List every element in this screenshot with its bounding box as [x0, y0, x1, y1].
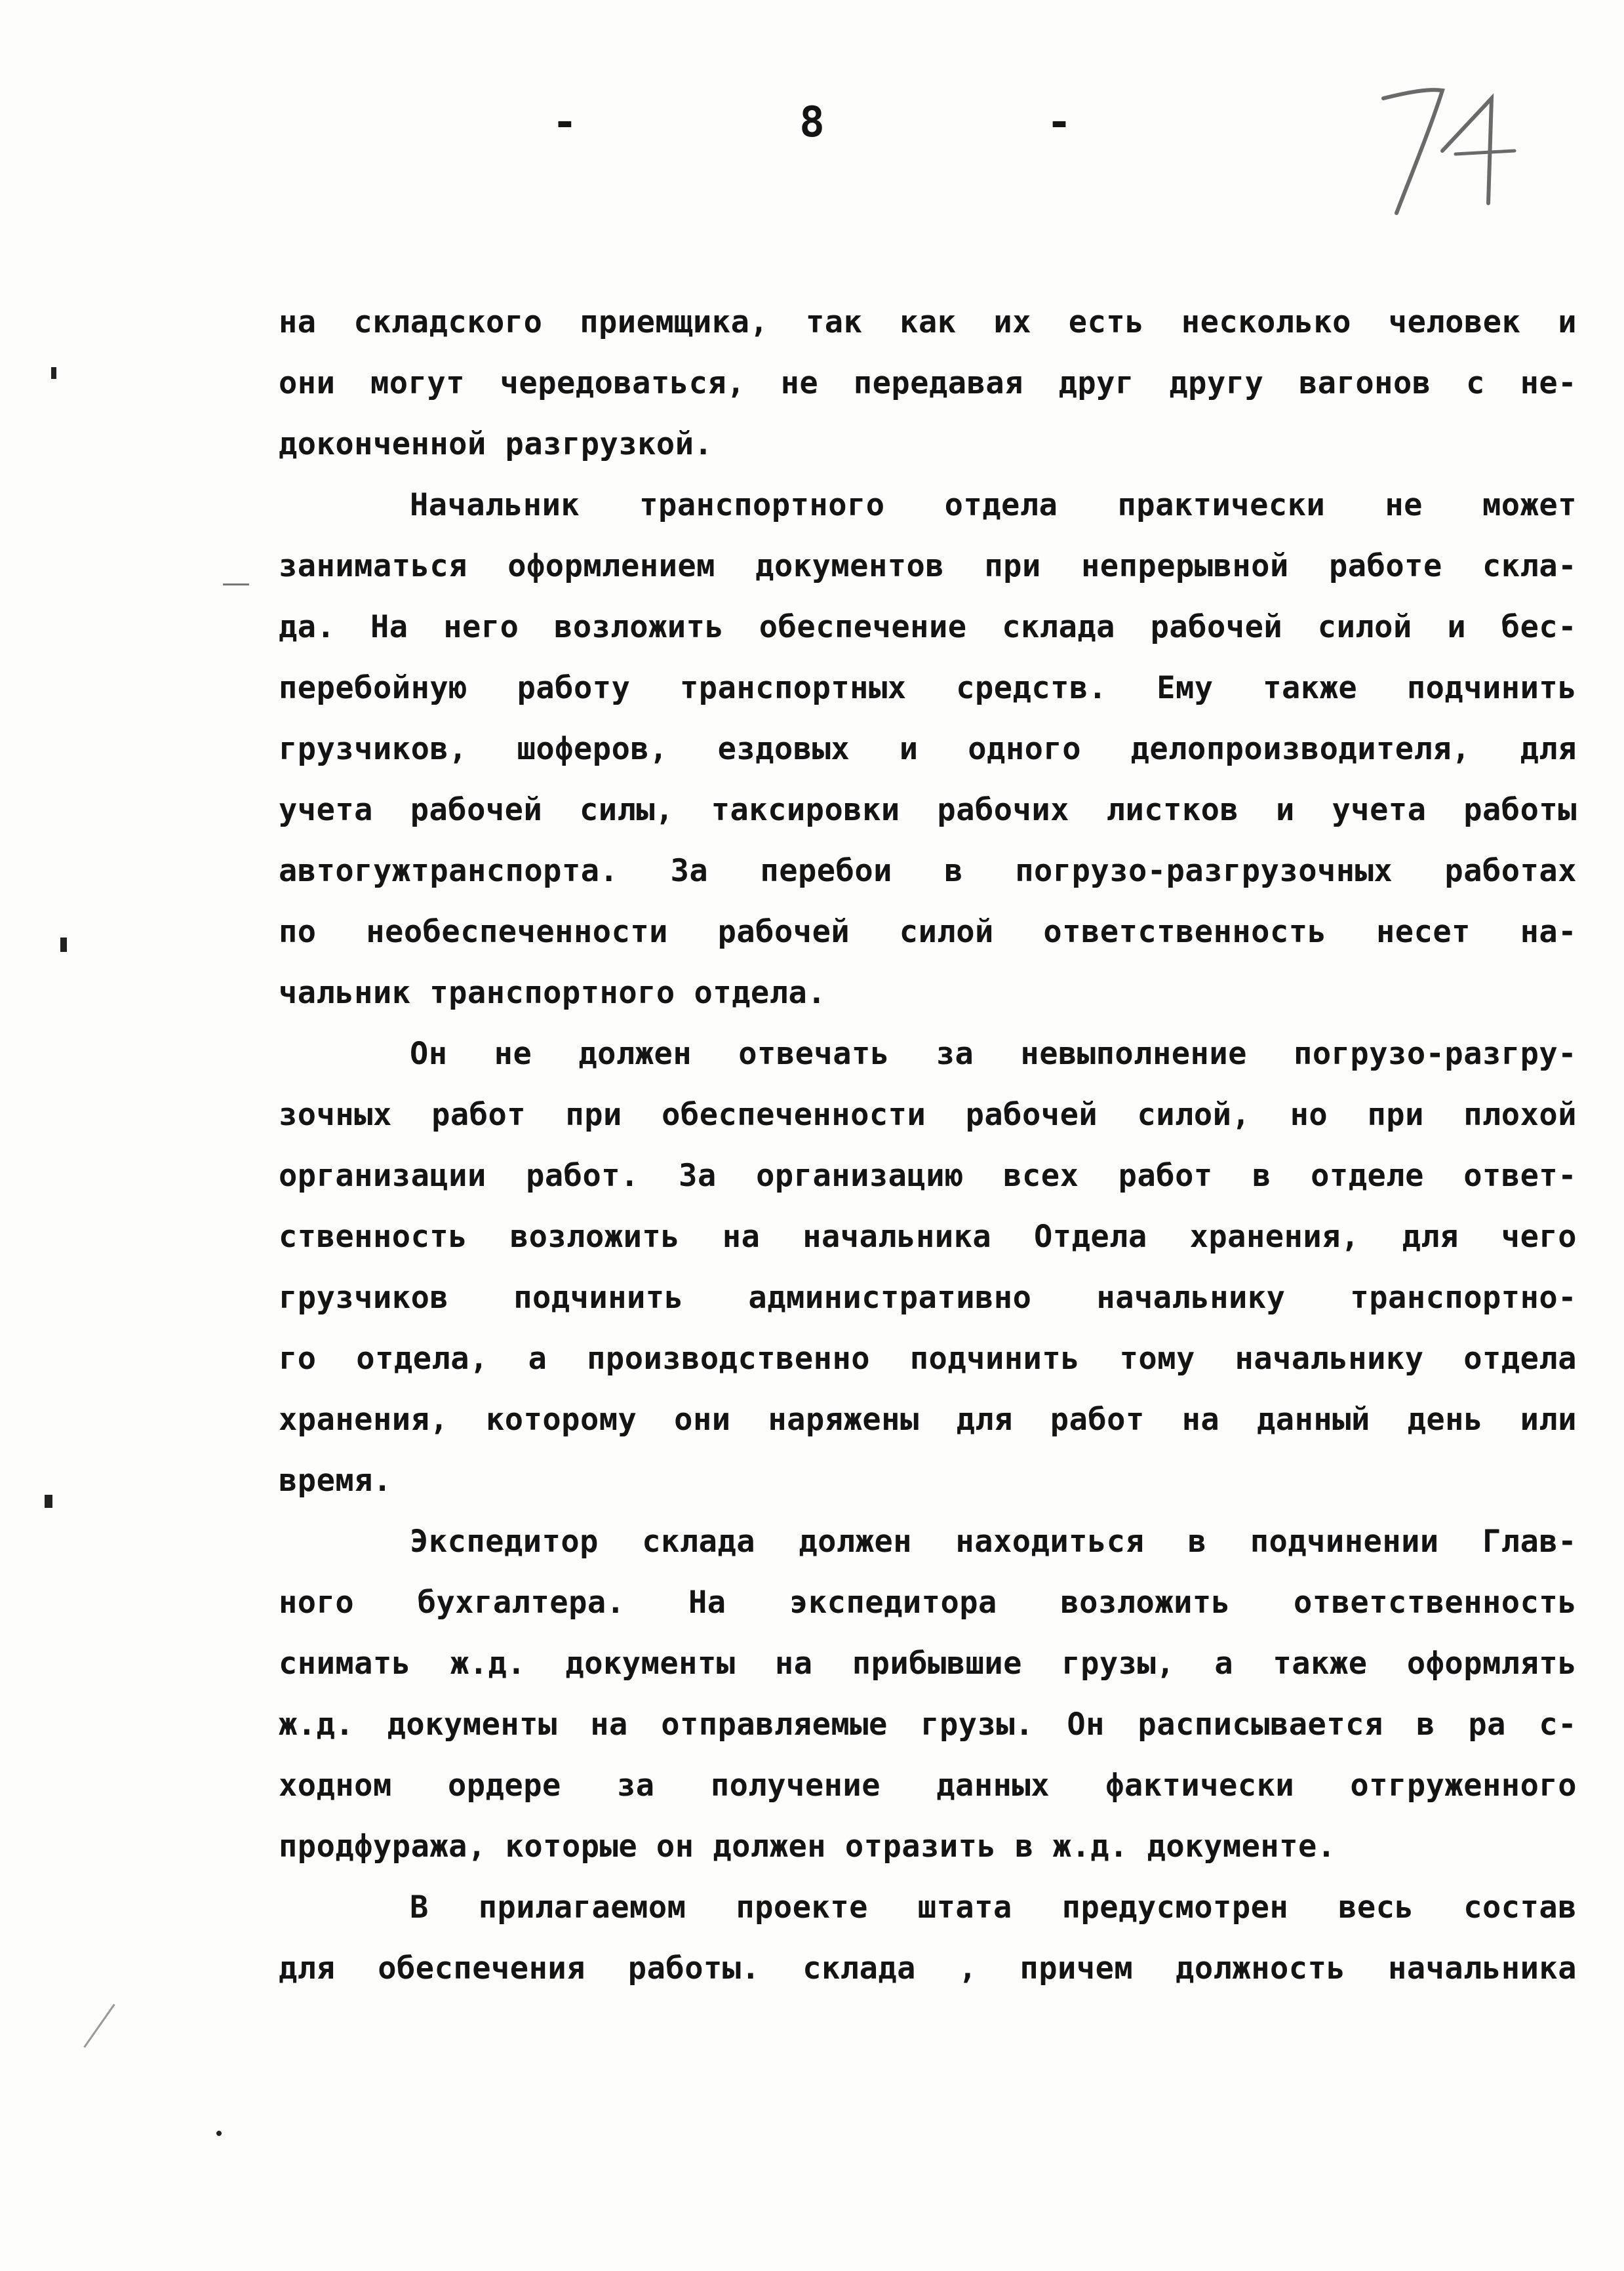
text-line: они могут чередоваться, не передавая друг другу вагонов с не-	[279, 365, 1577, 401]
text-line: грузчиков, шоферов, ездовых и одного делопроизводителя, для	[279, 731, 1577, 767]
margin-speck	[60, 938, 67, 952]
text-line: ного бухгалтера. На экспедитора возложить ответственность	[279, 1585, 1577, 1621]
text-line: учета рабочей силы, таксировки рабочих листков и учета работы	[279, 792, 1577, 828]
text-line: по необеспеченности рабочей силой ответственность несет на-	[279, 914, 1577, 950]
text-line: для обеспечения работы. склада , причем должность начальника	[279, 1950, 1577, 1986]
text-line: Он не должен отвечать за невыполнение погрузо-разгру-	[410, 1036, 1577, 1072]
text-line: снимать ж.д. документы на прибывшие грузы, а также оформлять	[279, 1646, 1577, 1682]
text-line: Начальник транспортного отдела практически не может	[410, 487, 1577, 523]
margin-speck	[45, 1495, 52, 1508]
text-line: да. На него возложить обеспечение склада рабочей силой и бес-	[279, 609, 1577, 645]
text-line: продфуража, которые он должен отразить в ж.д. документе.	[279, 1828, 1336, 1865]
page-number: - 8 -	[552, 98, 1170, 147]
margin-speck	[216, 2131, 222, 2136]
text-line: ходном ордере за получение данных фактически отгруженного	[279, 1767, 1577, 1804]
typed-text-body	[279, 292, 1577, 1999]
margin-speck	[51, 367, 56, 379]
text-line: перебойную работу транспортных средств. Ему также подчинить	[279, 670, 1577, 706]
text-line: хранения, которому они наряжены для работ на данный день или	[279, 1402, 1577, 1438]
text-line: чальник транспортного отдела.	[279, 975, 827, 1011]
text-line: организации работ. За организацию всех работ в отделе ответ-	[279, 1158, 1577, 1194]
margin-speck	[223, 583, 249, 585]
text-line: время.	[279, 1463, 392, 1499]
text-line: В прилагаемом проекте штата предусмотрен весь состав	[410, 1889, 1577, 1925]
text-line: на складского приемщика, так как их есть несколько человек и	[279, 304, 1577, 340]
text-line: ственность возложить на начальника Отдела хранения, для чего	[279, 1219, 1577, 1255]
text-line: доконченной разгрузкой.	[279, 426, 713, 462]
text-line: автогужтранспорта. За перебои в погрузо-разгрузочных работах	[279, 853, 1577, 889]
text-line: зочных работ при обеспеченности рабочей силой, но при плохой	[279, 1097, 1577, 1133]
text-line: Экспедитор склада должен находиться в подчинении Глав-	[410, 1524, 1577, 1560]
margin-speck	[83, 2004, 115, 2047]
text-line: заниматься оформлением документов при непрерывной работе скла-	[279, 548, 1577, 584]
text-line: грузчиков подчинить административно начальнику транспортно-	[279, 1280, 1577, 1316]
text-line: ж.д. документы на отправляемые грузы. Он расписывается в ра с-	[279, 1707, 1577, 1743]
text-line: го отдела, а производственно подчинить тому начальнику отдела	[279, 1341, 1577, 1377]
handwritten-archive-number	[1357, 72, 1534, 223]
